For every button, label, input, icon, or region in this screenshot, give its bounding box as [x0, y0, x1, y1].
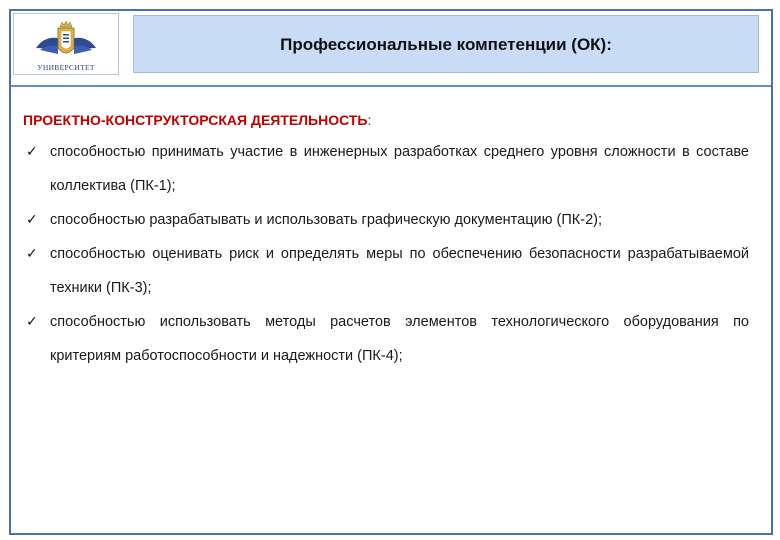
- list-item: [23, 135, 749, 203]
- checkmark-icon: ✓: [26, 212, 38, 228]
- list-item-text: способностью использовать методы расчетов элементов технологического оборудования по критериям работоспособности и надежности (ПК-4);: [50, 314, 749, 364]
- section-heading-text: ПРОЕКТНО-КОНСТРУКТОРСКАЯ ДЕЯТЕЛЬНОСТЬ: [23, 112, 368, 128]
- logo-caption: УНИВЕРСИТЕТ: [37, 63, 95, 72]
- checkmark-icon: ✓: [26, 314, 38, 330]
- list-item: [23, 237, 749, 305]
- header-divider: [11, 85, 771, 87]
- competency-list: [23, 135, 749, 373]
- section-heading: [23, 107, 749, 135]
- content-area: [23, 107, 749, 373]
- list-item-text: способностью разрабатывать и использовать графическую документацию (ПК-2);: [50, 212, 602, 228]
- list-item: [23, 203, 749, 237]
- list-item-text: способностью принимать участие в инженерных разработках среднего уровня сложности в составе коллектива (ПК-1);: [50, 144, 749, 194]
- list-item-text: способностью оценивать риск и определять меры по обеспечению безопасности разрабатываемой техники (ПК-3);: [50, 246, 749, 296]
- checkmark-icon: ✓: [26, 144, 38, 160]
- checkmark-icon: ✓: [26, 246, 38, 262]
- university-logo: [13, 13, 119, 75]
- page-title: Профессиональные компетенции (ОК):: [280, 35, 612, 54]
- section-heading-colon: :: [367, 112, 372, 128]
- list-item: [23, 305, 749, 373]
- title-bar: [133, 15, 759, 73]
